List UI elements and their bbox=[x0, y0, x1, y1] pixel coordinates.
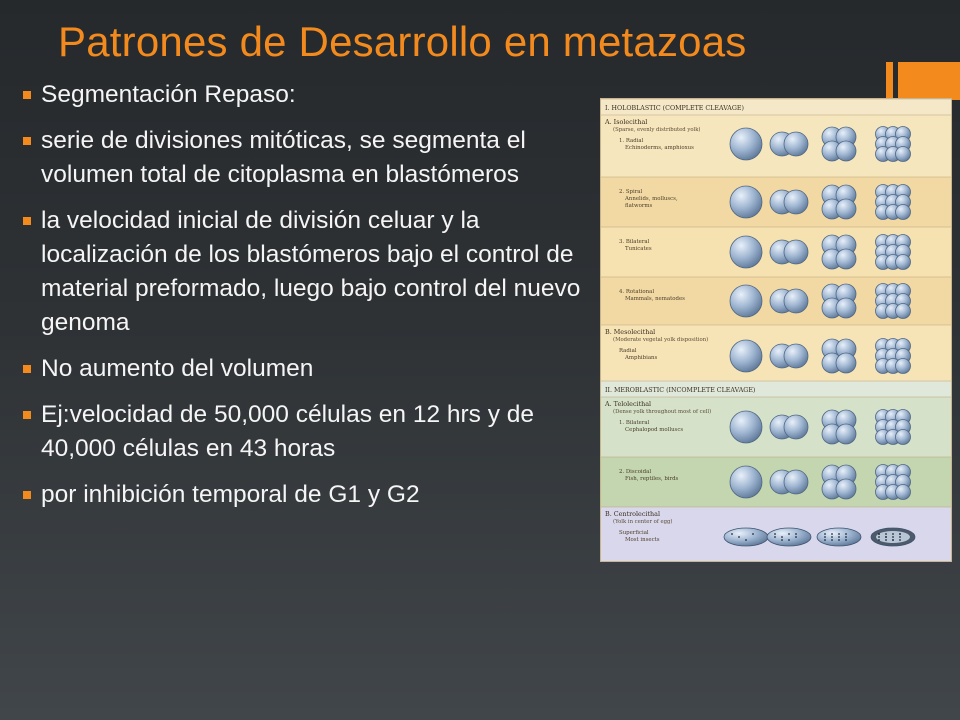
figure-row-title: A. Telolecithal bbox=[605, 400, 652, 408]
blastomere bbox=[836, 353, 856, 373]
blastomere bbox=[896, 304, 911, 319]
nucleus-dot bbox=[838, 533, 840, 535]
bullet-item bbox=[22, 78, 597, 112]
figure-section-header: I. HOLOBLASTIC (COMPLETE CLEAVAGE) bbox=[605, 105, 744, 112]
figure-row-label: 2. Spiral bbox=[619, 189, 643, 195]
cleavage-patterns-figure bbox=[600, 98, 952, 562]
figure-row-label: 4. Rotational bbox=[619, 289, 655, 295]
bullet-item bbox=[22, 124, 597, 192]
nucleus-dot bbox=[731, 533, 733, 535]
nucleus-dot bbox=[899, 539, 901, 541]
bullet-text: No aumento del volumen bbox=[41, 355, 314, 382]
figure-row-label: Most insects bbox=[625, 537, 660, 543]
nucleus-dot bbox=[838, 536, 840, 538]
egg-shape bbox=[724, 528, 768, 546]
nucleus-dot bbox=[831, 536, 833, 538]
blastomere bbox=[784, 344, 808, 368]
blastomere bbox=[896, 205, 911, 220]
figure-row-label: Mammals, nematodes bbox=[625, 296, 685, 302]
nucleus-dot bbox=[788, 539, 790, 541]
nucleus-dot bbox=[831, 539, 833, 541]
nucleus-dot bbox=[885, 533, 887, 535]
bullet-text: serie de divisiones mitóticas, se segmenta el volumen total de citoplasma en blastómeros bbox=[41, 127, 526, 188]
nucleus-dot bbox=[795, 533, 797, 535]
figure-row-label: Amphibians bbox=[625, 355, 658, 361]
figure-row-label: Superficial bbox=[619, 530, 649, 536]
blastomere bbox=[784, 470, 808, 494]
blastomere bbox=[836, 199, 856, 219]
bullet-marker bbox=[23, 365, 31, 373]
figure-row-label: Annelids, molluscs, bbox=[625, 196, 678, 202]
figure-row-label: Tunicates bbox=[625, 246, 652, 252]
blastomere bbox=[784, 415, 808, 439]
nucleus-dot bbox=[831, 533, 833, 535]
bullet-text: por inhibición temporal de G1 y G2 bbox=[41, 481, 420, 508]
blastomere bbox=[836, 298, 856, 318]
bullet-marker bbox=[23, 137, 31, 145]
blastomere bbox=[896, 485, 911, 500]
blastomere bbox=[836, 249, 856, 269]
blastomere bbox=[784, 240, 808, 264]
nucleus-dot bbox=[892, 539, 894, 541]
bullet-item bbox=[22, 204, 597, 340]
blastomere bbox=[896, 147, 911, 162]
figure-row-title: B. Centrolecithal bbox=[605, 510, 661, 518]
nucleus-dot bbox=[838, 539, 840, 541]
nucleus-dot bbox=[745, 539, 747, 541]
nucleus-dot bbox=[885, 536, 887, 538]
nucleus-dot bbox=[774, 536, 776, 538]
bullet-marker bbox=[23, 217, 31, 225]
bullet-text: Ej:velocidad de 50,000 células en 12 hrs y de 40,000 células en 43 horas bbox=[41, 401, 535, 462]
nucleus-dot bbox=[824, 533, 826, 535]
zygote bbox=[730, 411, 762, 443]
figure-row-title: B. Mesolecithal bbox=[605, 328, 656, 336]
nucleus-dot bbox=[878, 536, 880, 538]
bullet-item bbox=[22, 352, 597, 386]
nucleus-dot bbox=[892, 536, 894, 538]
slide-title: Patrones de Desarrollo en metazoas bbox=[58, 18, 747, 65]
figure-row-subtitle: (Dense yolk throughout most of cell) bbox=[613, 409, 712, 415]
accent-bar bbox=[886, 62, 893, 100]
figure-row-label: Fish, reptiles, birds bbox=[625, 476, 679, 482]
nucleus-dot bbox=[781, 539, 783, 541]
blastomere bbox=[836, 141, 856, 161]
figure-row-subtitle: (Sparse, evenly distributed yolk) bbox=[613, 127, 701, 133]
blastomere bbox=[896, 430, 911, 445]
nucleus-dot bbox=[774, 533, 776, 535]
zygote bbox=[730, 466, 762, 498]
nucleus-dot bbox=[795, 536, 797, 538]
zygote bbox=[730, 285, 762, 317]
figure-row-subtitle: (Moderate vegetal yolk disposition) bbox=[613, 337, 709, 343]
zygote bbox=[730, 340, 762, 372]
nucleus-dot bbox=[878, 533, 880, 535]
figure-row-label: Echinoderms, amphioxus bbox=[625, 145, 694, 151]
nucleus-dot bbox=[885, 539, 887, 541]
blastomere bbox=[784, 289, 808, 313]
figure-row-label: 3. Bilateral bbox=[619, 239, 650, 245]
nucleus-dot bbox=[824, 539, 826, 541]
accent-bar bbox=[898, 62, 960, 100]
nucleus-dot bbox=[892, 533, 894, 535]
bullet-item bbox=[22, 398, 597, 466]
blastomere bbox=[784, 190, 808, 214]
nucleus-dot bbox=[845, 539, 847, 541]
blastomere bbox=[896, 255, 911, 270]
zygote bbox=[730, 128, 762, 160]
bullet-text: la velocidad inicial de división celuar y la localización de los blastómeros bajo el control de material preformado, luego bajo control del nuevo genoma bbox=[41, 207, 581, 336]
nucleus-dot bbox=[738, 536, 740, 538]
bullet-item bbox=[22, 478, 597, 512]
figure-row-title: A. Isolecithal bbox=[605, 118, 648, 126]
nucleus-dot bbox=[845, 536, 847, 538]
nucleus-dot bbox=[878, 539, 880, 541]
blastomere bbox=[836, 424, 856, 444]
cleavage-diagram bbox=[601, 99, 951, 561]
figure-row-label: flatworms bbox=[625, 203, 653, 209]
nucleus-dot bbox=[824, 536, 826, 538]
figure-row-label: 2. Discoidal bbox=[619, 469, 652, 475]
bullet-marker bbox=[23, 91, 31, 99]
nucleus-dot bbox=[788, 533, 790, 535]
figure-section-header: II. MEROBLASTIC (INCOMPLETE CLEAVAGE) bbox=[605, 387, 756, 394]
zygote bbox=[730, 236, 762, 268]
figure-row-label: 1. Bilateral bbox=[619, 420, 650, 426]
blastomere bbox=[784, 132, 808, 156]
figure-row-label: Radial bbox=[619, 348, 637, 354]
egg-shape bbox=[767, 528, 811, 546]
figure-row-subtitle: (Yolk in center of egg) bbox=[613, 519, 673, 525]
nucleus-dot bbox=[899, 536, 901, 538]
bullet-marker bbox=[23, 411, 31, 419]
blastomere bbox=[896, 359, 911, 374]
nucleus-dot bbox=[845, 533, 847, 535]
nucleus-dot bbox=[899, 533, 901, 535]
figure-row-label: 1. Radial bbox=[619, 138, 644, 144]
bullet-marker bbox=[23, 491, 31, 499]
bullet-text: Segmentación Repaso: bbox=[41, 81, 296, 108]
figure-row-label: Cephalopod molluscs bbox=[625, 427, 684, 433]
nucleus-dot bbox=[781, 536, 783, 538]
bullet-list bbox=[22, 78, 597, 524]
zygote bbox=[730, 186, 762, 218]
blastomere bbox=[836, 479, 856, 499]
nucleus-dot bbox=[752, 533, 754, 535]
